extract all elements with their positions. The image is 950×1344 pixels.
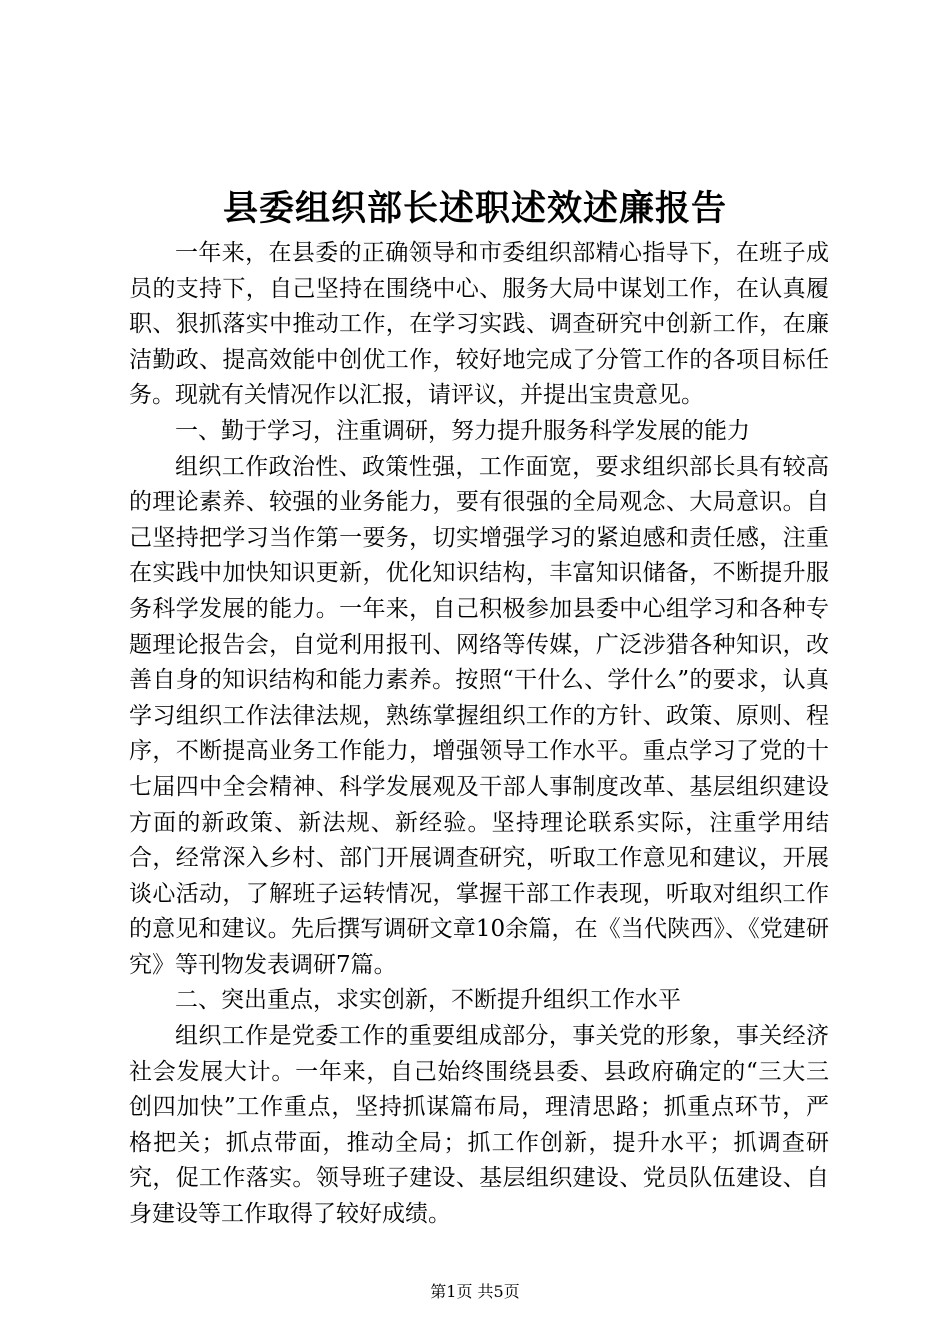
document-body — [129, 236, 829, 1233]
section-heading-1: 一、勤于学习，注重调研，努力提升服务科学发展的能力 — [175, 417, 750, 444]
section-heading-2: 二、突出重点，求实创新，不断提升组织工作水平 — [175, 987, 681, 1014]
intro-paragraph: 一年来，在县委的正确领导和市委组织部精心指导下，在班子成员的支持下，自己坚持在围绕中心、服务大局中谋划工作，在认真履职、狠抓落实中推动工作，在学习实践、调查研究中创新工作，在廉洁勤政、提高效能中创优工作，较好地完成了分管工作的各项目标任务。现就有关情况作以汇报，请评议，并提出宝贵意见。 — [129, 240, 829, 409]
section-2-paragraph: 组织工作是党委工作的重要组成部分，事关党的形象，事关经济社会发展大计。一年来，自己始终围绕县委、县政府确定的“三大三创四加快”工作重点，坚持抓谋篇布局，理清思路；抓重点环节，严格把关；抓点带面，推动全局；抓工作创新，提升水平；抓调查研究，促工作落实。领导班子建设、基层组织建设、党员队伍建设、自身建设等工作取得了较好成绩。 — [129, 1023, 829, 1228]
section-1-paragraph: 组织工作政治性、政策性强，工作面宽，要求组织部长具有较高的理论素养、较强的业务能力，要有很强的全局观念、大局意识。自己坚持把学习当作第一要务，切实增强学习的紧迫感和责任感，注重在实践中加快知识更新，优化知识结构，丰富知识储备，不断提升服务科学发展的能力。一年来，自己积极参加县委中心组学习和各种专题理论报告会，自觉利用报刊、网络等传媒，广泛涉猎各种知识，改善自身的知识结构和能力素养。按照“干什么、学什么”的要求，认真学习组织工作法律法规，熟练掌握组织工作的方针、政策、原则、程序，不断提高业务工作能力，增强领导工作水平。重点学习了党的十七届四中全会精神、科学发展观及干部人事制度改革、基层组织建设方面的新政策、新法规、新经验。坚持理论联系实际，注重学用结合，经常深入乡村、部门开展调查研究，听取工作意见和建议，开展谈心活动，了解班子运转情况，掌握干部工作表现，听取对组织工作的意见和建议。先后撰写调研文章10余篇，在《当代陕西》、《党建研究》等刊物发表调研7篇。 — [129, 453, 829, 978]
page-footer: 第1页 共5页 — [430, 1282, 520, 1301]
document-title: 县委组织部长述职述效述廉报告 — [222, 188, 727, 229]
